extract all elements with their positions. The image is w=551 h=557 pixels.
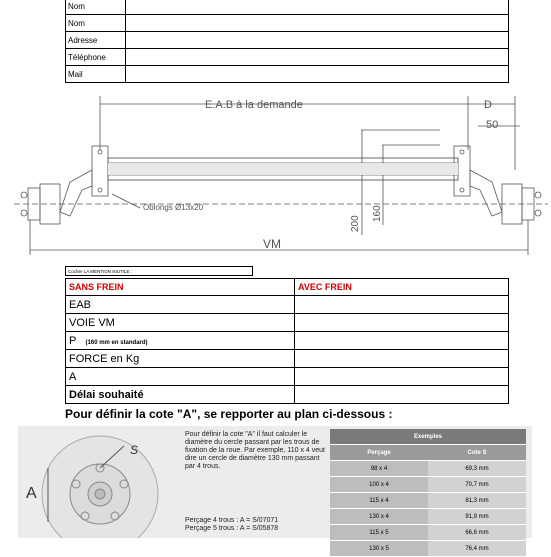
contact-row: [66, 66, 509, 83]
avec-frein-option[interactable]: AVEC FREIN: [295, 279, 509, 296]
description-text: Pour définir la cote "A" il faut calculer le diamètre du cercle passant par les trous de fixation de la roue. Par exemple, 110 x 4 veut dire un cercle de diamètre 130 mm passant par 4 trous.: [185, 431, 325, 470]
eab-label: EAB: [66, 296, 295, 314]
contact-label: Téléphone: [66, 49, 126, 66]
dim-200-label: 200: [350, 215, 361, 232]
contact-row: [66, 15, 509, 32]
table-row: 115 x 5 66,6 mm: [330, 525, 526, 541]
table-row: 98 x 4 69,3 mm: [330, 461, 526, 477]
contact-table: [65, 0, 509, 83]
contact-label: Adresse: [66, 32, 126, 49]
left-arm: [60, 170, 92, 216]
p-note: (160 mm en standard): [85, 339, 148, 346]
s-diagram-label: S: [130, 443, 139, 457]
formula-5: Perçage 5 trous : A = S/05878: [185, 525, 279, 532]
right-arm: [470, 170, 502, 216]
force-field[interactable]: [295, 350, 509, 368]
formulas: [185, 517, 325, 533]
section-heading: Pour définir la cote "A", se repporter au plan ci-dessous :: [65, 407, 393, 421]
axle-drawing: [0, 90, 551, 260]
contact-row: [66, 32, 509, 49]
a-field[interactable]: [295, 368, 509, 386]
col-cote: Cote S: [428, 445, 526, 461]
contact-label: Nom: [66, 15, 126, 32]
left-bracket: [92, 146, 108, 196]
examples-table: [330, 429, 526, 557]
voie-field[interactable]: [295, 314, 509, 332]
table-row: 100 x 4 70,7 mm: [330, 477, 526, 493]
delai-field[interactable]: [295, 386, 509, 404]
a-diagram-label: A: [26, 485, 37, 502]
contact-row: [66, 49, 509, 66]
p-label-text: P: [69, 334, 77, 347]
hub-diagram: [18, 426, 183, 538]
contact-field[interactable]: [126, 32, 509, 49]
order-note: Cocher LA MENTION INUTILE :: [65, 266, 253, 276]
dim-160-label: 160: [372, 205, 383, 222]
table-row: 130 x 5 76,4 mm: [330, 541, 526, 557]
table-row: 130 x 4 91,9 mm: [330, 509, 526, 525]
order-table: [65, 278, 509, 404]
force-label: FORCE en Kg: [66, 350, 295, 368]
oblong-label: Oblongs Ø13x20: [143, 203, 204, 212]
voie-label: VOIE VM: [66, 314, 295, 332]
p-field[interactable]: [295, 332, 509, 350]
delai-label: Délai souhaité: [66, 386, 295, 404]
contact-field[interactable]: [126, 0, 509, 15]
examples-title: Exemples: [330, 429, 526, 445]
sans-frein-option[interactable]: SANS FREIN: [66, 279, 295, 296]
table-row: 115 x 4 81,3 mm: [330, 493, 526, 509]
fifty-label: 50: [486, 119, 499, 131]
contact-field[interactable]: [126, 15, 509, 32]
vm-label: VM: [263, 237, 281, 251]
col-percage: Perçage: [330, 445, 428, 461]
contact-field[interactable]: [126, 66, 509, 83]
formula-4: Perçage 4 trous : A = S/07071: [185, 517, 279, 524]
d-label: D: [484, 99, 492, 111]
contact-label: Nom: [66, 0, 126, 15]
contact-label: Mail: [66, 66, 126, 83]
eab-field[interactable]: [295, 296, 509, 314]
p-label: [66, 332, 295, 350]
eab-label: E.A.B à la demande: [205, 99, 303, 111]
contact-field[interactable]: [126, 49, 509, 66]
a-label: A: [66, 368, 295, 386]
contact-row: [66, 0, 509, 15]
